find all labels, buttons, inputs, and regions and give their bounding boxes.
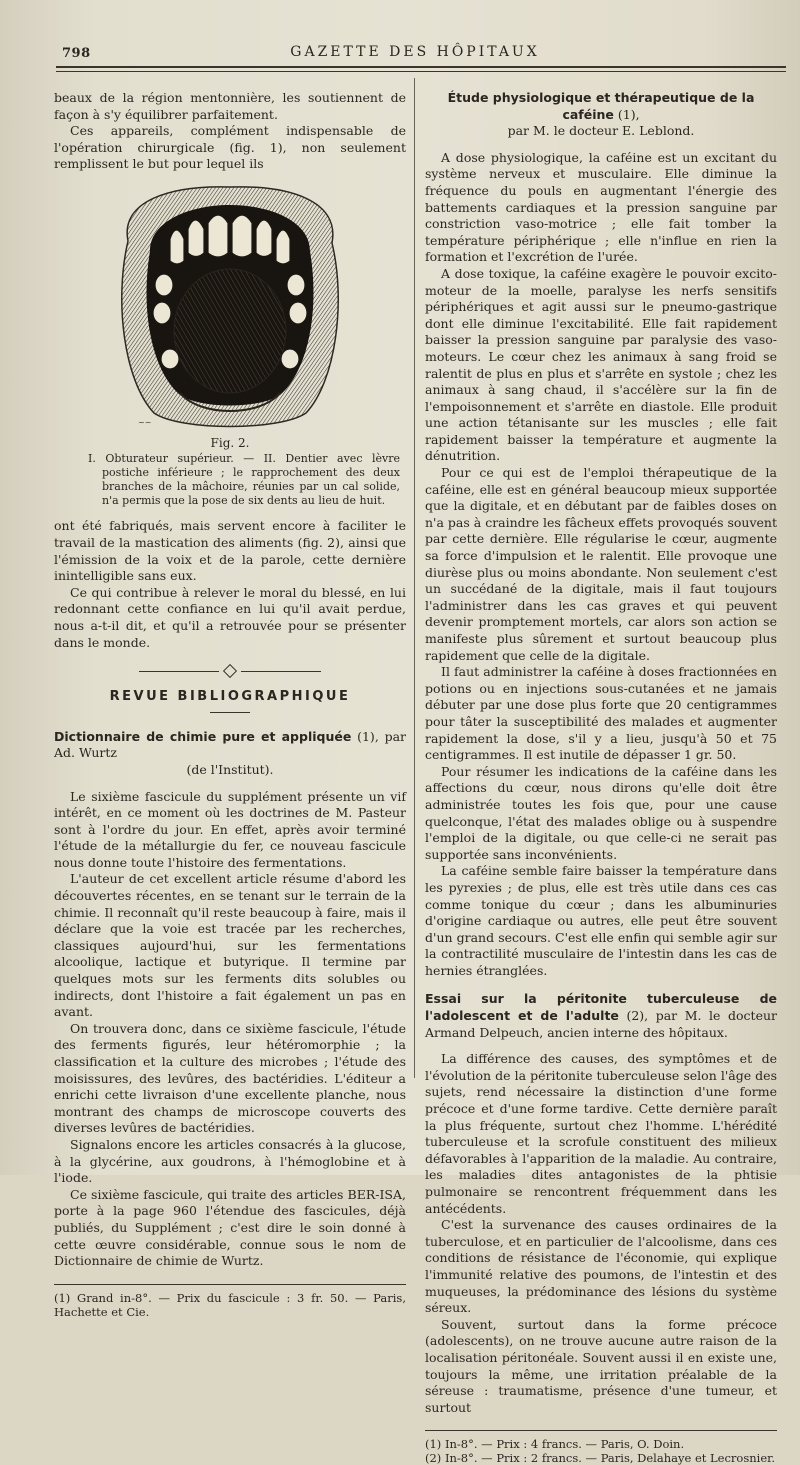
legend-text: I. Obturateur supérieur. — II. Dentier avec lèvre postiche inférieure ; le rapprochement des deux branches de la mâchoire, réunies par un cal solide, n'a permis que la pose de six dents au lieu de huit.	[88, 451, 400, 508]
paragraph: Souvent, surtout dans la forme précoce (adolescents), on ne trouve aucune autre raison de la localisation péritonéale. Souvent aussi il en existe une, toujours la même, une irritation préalable de la séreuse : traumatisme, présence d'une tumeur, et surtout	[425, 1316, 777, 1415]
paragraph: L'auteur de cet excellent article résume d'abord les découvertes récentes, en se tenant sur le terrain de la chimie. Il reconnaît qu'il reste beaucoup à faire, mais il déclare que la voie est tracée par les recherches, classiques aujourd'hui, sur les fermentations alcoolique, lactique et butyrique. Il termine par quelques mots sur les ferments dits solubles ou indirects, dont l'histoire a fait également un pas en avant.	[54, 871, 406, 1020]
paragraph: beaux de la région mentonnière, les soutiennent de façon à s'y équilibrer parfaitement.	[54, 90, 406, 122]
heading-rule	[210, 712, 250, 713]
footnote-rule	[54, 1284, 406, 1285]
paragraph: Pour résumer les indications de la caféine dans les affections du cœur, nous dirons qu'elle doit être administrée toutes les fois que, pour une cause quelconque, l'état des malades oblige ou à suspendre l'emploi de la digitale, ou que celle-ci ne serait pas supportée sans inconvénients.	[425, 763, 777, 862]
paragraph: Ce sixième fascicule, qui traite des articles BER-ISA, porte à la page 960 l'étendue des fascicules, déjà publiés, du Supplément ; c'est dire le soin donné à cette œuvre considérable, connue sous le nom de Dictionnaire de chimie de Wurtz.	[54, 1186, 406, 1269]
footnote-rule	[425, 1430, 777, 1431]
figure-caption: Fig. 2.	[210, 435, 250, 450]
paragraph: Ce qui contribue à relever le moral du blessé, en lui redonnant cette confiance en lui qu'il avait perdue, nous a-t-il dit, et qu'il a retrouvée pour se présenter dans le monde.	[54, 584, 406, 650]
footnote: (1) In-8°. — Prix : 4 francs. — Paris, O. Doin.	[425, 1437, 685, 1452]
mouth-engraving	[110, 181, 350, 431]
header-rule	[56, 66, 786, 68]
article-title	[54, 729, 406, 762]
journal-title: GAZETTE DES HÔPITAUX	[290, 44, 540, 60]
left-column	[54, 90, 406, 1319]
article-title	[425, 991, 777, 1041]
article-subtitle: (de l'Institut).	[186, 761, 274, 777]
page-number: 798	[62, 46, 91, 61]
paragraph: On trouvera donc, dans ce sixième fascicule, l'étude des ferments figurés, leur hétéromorphie ; la classification et la culture des microbes ; l'étude des moisissures, des levûres, des bactéridies. L'éditeur a enrichi cette livraison d'une excellente planche, nous montrant des champs de microscope couverts des diverses levûres de bactéridies.	[54, 1020, 406, 1136]
article-title-text: Étude physiologique et thérapeutique de la caféine	[447, 90, 755, 122]
article-title-note: (1),	[613, 106, 640, 122]
article-title-text: Dictionnaire de chimie pure et appliquée	[54, 728, 352, 744]
paragraph: Pour ce qui est de l'emploi thérapeutique de la caféine, elle est en général beaucoup mieux supportée que la digitale, et en débutant par de faibles doses on n'a pas à craindre les fâcheux effets provoqués souvent par cette dernière. Elle régularise le cœur, augmente sa force d'impulsion et le ralentit. Elle provoque une diurèse plus ou moins abondante. Non seulement c'est un succédané de la digitale, mais il faut toujours l'administrer dans les cas graves et qui peuvent devenir promptement mortels, car alors son action se manifeste plus sûrement et surtout beaucoup plus rapidement que celle de la digitale.	[425, 465, 777, 663]
article-title-note: (2), par M. le docteur Armand Delpeuch, ancien interne des hôpitaux.	[425, 1008, 777, 1040]
svg-text:~~: ~~	[138, 417, 152, 427]
article-author: par M. le docteur E. Leblond.	[507, 123, 695, 139]
paragraph: Il faut administrer la caféine à doses fractionnées en potions ou en injections sous-cutanées et ne jamais débuter par une dose plus forte que 20 centigrammes pour tâter la susceptibilité des malades et augmenter rapidement la dose, s'il y a lieu, jusqu'à 50 et 75 centigrammes. Il est inutile de dépasser 1 gr. 50.	[425, 664, 777, 763]
article-title	[425, 90, 777, 123]
footnote: (1) Grand in-8°. — Prix du fascicule : 3 fr. 50. — Paris, Hachette et Cie.	[54, 1290, 406, 1319]
footnote: (2) In-8°. — Prix : 2 francs. — Paris, Delahaye et Lecrosnier.	[425, 1451, 776, 1465]
right-column	[425, 90, 777, 1465]
column-separator	[414, 78, 415, 1078]
paragraph: A dose physiologique, la caféine est un excitant du système nerveux et musculaire. Elle diminue la fréquence du pouls en augmentant l'énergie des battements cardiaques et la pression sanguine par constriction vaso-motrice ; elle fait tomber la température périphérique ; elle n'influe en rien la formation et l'excrétion de l'urée.	[425, 149, 777, 265]
page-header	[0, 44, 800, 64]
paragraph: C'est la survenance des causes ordinaires de la tuberculose, et en particulier de l'alcoolisme, dans ces conditions de résistance de l'économie, qui explique l'immunité relative des poumons, de l'intestin et des muqueuses, la prédominance des lésions du système séreux.	[425, 1217, 777, 1316]
section-divider	[54, 667, 406, 675]
paragraph: Ces appareils, complément indispensable de l'opération chirurgicale (fig. 1), non seulement remplissent le but pour lequel ils	[54, 123, 406, 172]
paragraph: Le sixième fascicule du supplément présente un vif intérêt, en ce moment où les doctrines de M. Pasteur sont à l'ordre du jour. En effet, après avoir terminé l'étude de la métallurgie du fer, ce nouveau fascicule nous donne toute l'histoire des fermentations.	[54, 788, 406, 870]
paragraph: ont été fabriqués, mais servent encore à faciliter le travail de la mastication des aliments (fig. 2), ainsi que l'émission de la voix et de la parole, cette dernière inintelligible sans eux.	[54, 518, 406, 584]
figure-legend	[88, 452, 400, 509]
paragraph: La différence des causes, des symptômes et de l'évolution de la péritonite tuberculeuse selon l'âge des sujets, rend nécessaire la distinction d'une forme précoce et d'une forme tardive. Cette dernière paraît la plus fréquente, surtout chez l'homme. L'hérédité tuberculeuse et la scrofule constituent des milieux défavorables à l'apparition de la maladie. Au contraire, les maladies dites antagonistes de la phtisie pulmonaire se rencontrent fréquemment dans les antécédents.	[425, 1051, 777, 1216]
paragraph: La caféine semble faire baisser la température dans les pyrexies ; de plus, elle est très utile dans ces cas comme tonique du cœur ; dans les albuminuries d'origine cardiaque ou autres, elle peut être souvent d'un grand secours. C'est elle enfin qui semble agir sur la contractilité musculaire de l'intestin dans les cas de hernies étranglées.	[425, 863, 777, 978]
article-title-text: Essai sur la péritonite tuberculeuse de l'adolescent et de l'adulte	[425, 991, 777, 1024]
article-title-note: (1), par Ad. Wurtz	[54, 728, 406, 761]
paragraph: Signalons encore les articles consacrés à la glucose, à la glycérine, aux goudrons, à l'hémoglobine et à l'iode.	[54, 1136, 406, 1186]
paragraph: A dose toxique, la caféine exagère le pouvoir excito-moteur de la moelle, paralyse les nerfs sensitifs périphériques et agit aussi sur le pneumo-gastrique dont elle diminue l'excitabilité. Elle fait rapidement baisser la pression sanguine par paralysie des vaso-moteurs. Le cœur chez les animaux à sang froid se ralentit de plus en plus et s'arrête en systole ; chez les animaux à sang chaud, il s'accélère sur la fin de l'empoisonnement et s'arrête en diastole. Elle produit une action tétanisante sur les muscles ; elle fait rapidement baisser la température et augmente la dénutrition.	[425, 265, 777, 464]
dental-prosthesis-figure	[110, 181, 350, 431]
header-rule-thin	[56, 71, 786, 72]
section-heading: REVUE BIBLIOGRAPHIQUE	[109, 689, 351, 705]
